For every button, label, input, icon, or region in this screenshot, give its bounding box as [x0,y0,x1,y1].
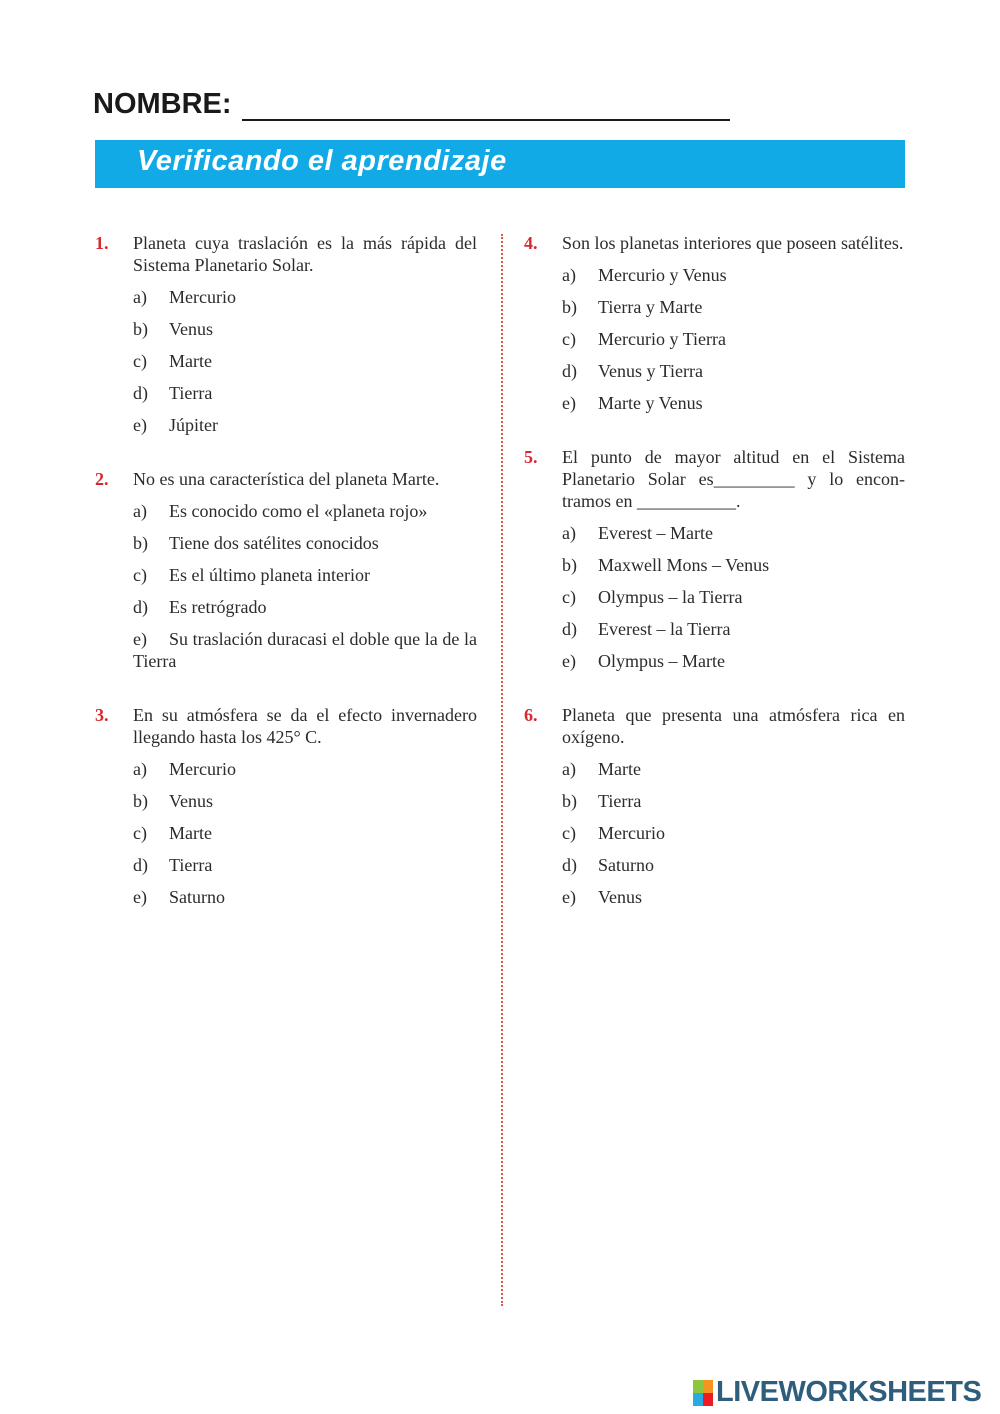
option-a[interactable]: a) Marte [562,759,641,779]
left-column [95,232,477,918]
option-e[interactable]: e) Su traslación duracasi el doble que la de la Tierra [133,629,477,671]
question-number: 3. [95,705,109,725]
question-number: 5. [524,447,538,467]
question-2 [95,468,477,672]
banner-title: Verificando el aprendizaje [137,145,507,177]
liveworksheets-logo[interactable] [693,1376,981,1409]
option-e[interactable]: e) Marte y Venus [562,393,703,413]
question-text: Planeta que presenta una atmósfera rica en oxígeno. [562,705,905,747]
question-text: No es una característica del planeta Marte. [133,469,440,489]
options-list [562,264,905,424]
option-c[interactable]: c) Es el último planeta interior [133,565,370,585]
option-d[interactable]: d) Tierra [133,855,213,875]
name-row [93,88,730,121]
options-list [562,758,905,918]
option-b[interactable]: b) Tiene dos satélites conocidos [133,533,379,553]
option-b[interactable]: b) Venus [133,791,213,811]
option-d[interactable]: d) Es retrógrado [133,597,267,617]
option-a[interactable]: a) Everest – Marte [562,523,713,543]
option-a[interactable]: a) Mercurio [133,759,236,779]
options-list [133,286,477,446]
option-d[interactable]: d) Everest – la Tierra [562,619,731,639]
question-text: El punto de mayor altitud en el Sistema Planetario Solar es_________ y lo encon-tramos en ___________. [562,447,905,511]
question-number: 4. [524,233,538,253]
right-column [524,232,905,918]
question-1 [95,232,477,446]
option-e[interactable]: e) Júpiter [133,415,218,435]
question-text: Planeta cuya traslación es la más rápida del Sistema Planetario Solar. [133,233,477,275]
name-input-line[interactable] [242,89,730,121]
question-number: 1. [95,233,109,253]
question-3 [95,704,477,918]
question-number: 2. [95,469,109,489]
option-b[interactable]: b) Venus [133,319,213,339]
option-e[interactable]: e) Olympus – Marte [562,651,725,671]
option-c[interactable]: c) Olympus – la Tierra [562,587,743,607]
option-b[interactable]: b) Tierra y Marte [562,297,703,317]
option-c[interactable]: c) Mercurio y Tierra [562,329,726,349]
question-text: Son los planetas interiores que poseen satélites. [562,233,904,253]
option-a[interactable]: a) Es conocido como el «planeta rojo» [133,501,428,521]
option-a[interactable]: a) Mercurio y Venus [562,265,727,285]
column-divider [501,234,503,1306]
option-d[interactable]: d) Saturno [562,855,654,875]
option-e[interactable]: e) Saturno [133,887,225,907]
question-text: En su atmósfera se da el efecto invernadero llegando hasta los 425° C. [133,705,477,747]
option-b[interactable]: b) Maxwell Mons – Venus [562,555,770,575]
question-6 [524,704,905,918]
option-d[interactable]: d) Venus y Tierra [562,361,704,381]
question-number: 6. [524,705,538,725]
options-list [133,758,477,918]
option-b[interactable]: b) Tierra [562,791,642,811]
section-banner [95,140,905,188]
option-c[interactable]: c) Marte [133,351,212,371]
question-5 [524,446,905,682]
option-c[interactable]: c) Mercurio [562,823,665,843]
option-c[interactable]: c) Marte [133,823,212,843]
option-a[interactable]: a) Mercurio [133,287,236,307]
logo-icon [693,1380,713,1406]
option-d[interactable]: d) Tierra [133,383,213,403]
name-label: NOMBRE: [93,88,232,120]
option-e[interactable]: e) Venus [562,887,642,907]
question-4 [524,232,905,424]
options-list [562,522,905,682]
options-list [133,500,477,672]
logo-text: LIVEWORKSHEETS [716,1376,982,1408]
